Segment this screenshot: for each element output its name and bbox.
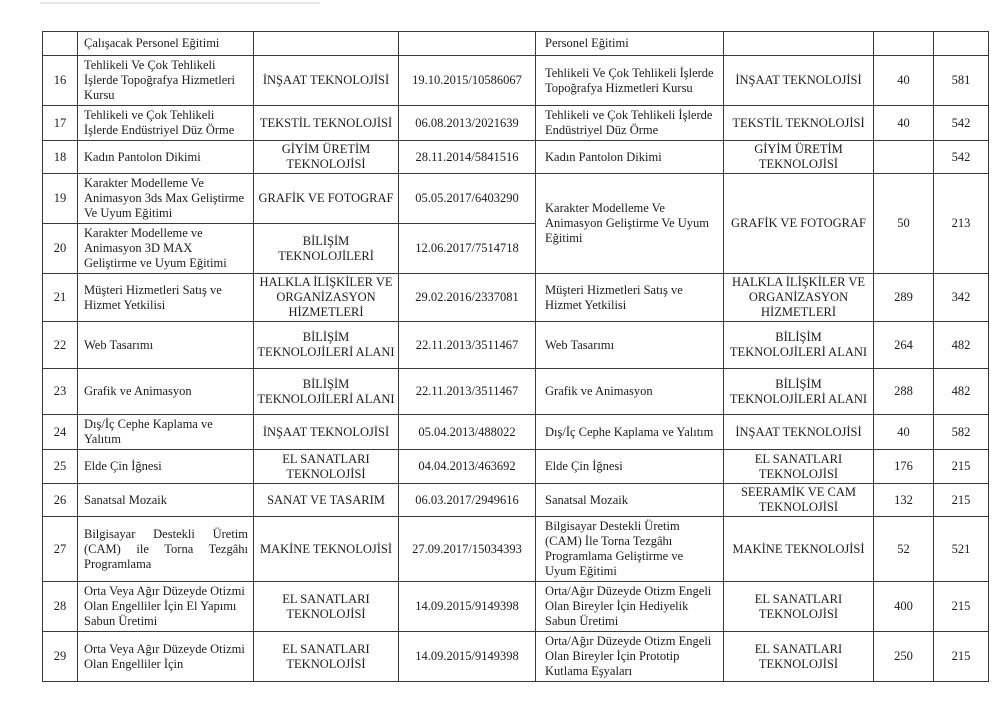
course-name-right-cell: Orta/Ağır Düzeyde Otizm Engeli Olan Bireyler İçin Prototip Kutlama Eşyaları: [536, 632, 724, 682]
row-number-cell: 20: [43, 224, 78, 274]
field-cell: BİLİŞİM TEKNOLOJİLERİ: [254, 224, 399, 274]
course-name-cell: Karakter Modelleme Ve Animasyon 3ds Max Geliştirme Ve Uyum Eğitimi: [78, 174, 254, 224]
row-number-cell: 19: [43, 174, 78, 224]
course-name-right-cell: Müşteri Hizmetleri Satış ve Hizmet Yetkilisi: [536, 274, 724, 322]
course-name-right-cell: Elde Çin İğnesi: [536, 450, 724, 484]
course-name-right-cell: Grafik ve Animasyon: [536, 369, 724, 415]
count-b-cell: 482: [934, 369, 989, 415]
row-number-cell: 23: [43, 369, 78, 415]
count-b-cell: 215: [934, 450, 989, 484]
count-a-cell: 132: [874, 484, 934, 517]
count-a-cell: [874, 141, 934, 174]
table-row: [43, 141, 989, 174]
field-right-cell: BİLİŞİM TEKNOLOJİLERİ ALANI: [724, 322, 874, 369]
count-a-cell: 288: [874, 369, 934, 415]
table-row: [43, 517, 989, 582]
field-right-cell: TEKSTİL TEKNOLOJİSİ: [724, 106, 874, 141]
count-a-cell: 289: [874, 274, 934, 322]
course-name-cell: Elde Çin İğnesi: [78, 450, 254, 484]
approval-ref-cell: 28.11.2014/5841516: [399, 141, 536, 174]
row-number-cell: 24: [43, 415, 78, 450]
row-number-cell: 28: [43, 582, 78, 632]
field-right-cell: EL SANATLARI TEKNOLOJİSİ: [724, 450, 874, 484]
field-cell: EL SANATLARI TEKNOLOJİSİ: [254, 582, 399, 632]
course-name-right-cell: Sanatsal Mozaik: [536, 484, 724, 517]
approval-ref-cell: 14.09.2015/9149398: [399, 582, 536, 632]
table-row: [43, 322, 989, 369]
count-b-cell: 215: [934, 582, 989, 632]
count-a-cell: 40: [874, 415, 934, 450]
row-number-cell: 25: [43, 450, 78, 484]
count-b-cell: 342: [934, 274, 989, 322]
field-right-cell: EL SANATLARI TEKNOLOJİSİ: [724, 582, 874, 632]
field-cell: İNŞAAT TEKNOLOJİSİ: [254, 415, 399, 450]
row-number-cell: [43, 32, 78, 56]
table-row: [43, 56, 989, 106]
count-b-cell: 213: [934, 174, 989, 274]
field-cell: GRAFİK VE FOTOGRAF: [254, 174, 399, 224]
row-number-cell: 16: [43, 56, 78, 106]
approval-ref-cell: 12.06.2017/7514718: [399, 224, 536, 274]
field-right-cell: [724, 32, 874, 56]
course-name-cell: Grafik ve Animasyon: [78, 369, 254, 415]
scan-artifact: [40, 2, 320, 4]
field-cell: İNŞAAT TEKNOLOJİSİ: [254, 56, 399, 106]
field-right-cell: İNŞAAT TEKNOLOJİSİ: [724, 415, 874, 450]
course-name-cell: Bilgisayar Destekli Üretim (CAM) ile Torna Tezgâhı Programlama: [78, 517, 254, 582]
row-number-cell: 18: [43, 141, 78, 174]
course-name-right-cell: Web Tasarımı: [536, 322, 724, 369]
approval-ref-cell: 22.11.2013/3511467: [399, 369, 536, 415]
field-cell: [254, 32, 399, 56]
approval-ref-cell: [399, 32, 536, 56]
approval-ref-cell: 06.03.2017/2949616: [399, 484, 536, 517]
approval-ref-cell: 06.08.2013/2021639: [399, 106, 536, 141]
field-cell: TEKSTİL TEKNOLOJİSİ: [254, 106, 399, 141]
field-right-cell: GRAFİK VE FOTOGRAF: [724, 174, 874, 274]
table-row: [43, 484, 989, 517]
course-name-right-cell: Personel Eğitimi: [536, 32, 724, 56]
field-right-cell: BİLİŞİM TEKNOLOJİLERİ ALANI: [724, 369, 874, 415]
table-row: [43, 32, 989, 56]
field-cell: HALKLA İLİŞKİLER VE ORGANİZASYON HİZMETLERİ: [254, 274, 399, 322]
row-number-cell: 17: [43, 106, 78, 141]
table-row: [43, 369, 989, 415]
field-cell: SANAT VE TASARIM: [254, 484, 399, 517]
approval-ref-cell: 05.04.2013/488022: [399, 415, 536, 450]
count-b-cell: 581: [934, 56, 989, 106]
approval-ref-cell: 14.09.2015/9149398: [399, 632, 536, 682]
course-name-right-cell: Dış/İç Cephe Kaplama ve Yalıtım: [536, 415, 724, 450]
course-name-right-cell: Tehlikeli Ve Çok Tehlikeli İşlerde Topoğrafya Hizmetleri Kursu: [536, 56, 724, 106]
table-row: [43, 450, 989, 484]
row-number-cell: 21: [43, 274, 78, 322]
approval-ref-cell: 05.05.2017/6403290: [399, 174, 536, 224]
count-b-cell: 482: [934, 322, 989, 369]
course-name-cell: Kadın Pantolon Dikimi: [78, 141, 254, 174]
table-body: [43, 32, 989, 682]
approval-ref-cell: 27.09.2017/15034393: [399, 517, 536, 582]
count-a-cell: 264: [874, 322, 934, 369]
field-cell: BİLİŞİM TEKNOLOJİLERİ ALANI: [254, 369, 399, 415]
approval-ref-cell: 29.02.2016/2337081: [399, 274, 536, 322]
count-a-cell: 50: [874, 174, 934, 274]
count-b-cell: 542: [934, 106, 989, 141]
course-name-cell: Web Tasarımı: [78, 322, 254, 369]
field-right-cell: SEERAMİK VE CAM TEKNOLOJİSİ: [724, 484, 874, 517]
course-name-right-cell: Kadın Pantolon Dikimi: [536, 141, 724, 174]
count-b-cell: [934, 32, 989, 56]
count-b-cell: 582: [934, 415, 989, 450]
row-number-cell: 27: [43, 517, 78, 582]
field-right-cell: MAKİNE TEKNOLOJİSİ: [724, 517, 874, 582]
approval-ref-cell: 04.04.2013/463692: [399, 450, 536, 484]
table-row: [43, 174, 989, 224]
count-a-cell: 176: [874, 450, 934, 484]
course-name-cell: Orta Veya Ağır Düzeyde Otizmi Olan Engelliler İçin El Yapımı Sabun Üretimi: [78, 582, 254, 632]
course-name-cell: Çalışacak Personel Eğitimi: [78, 32, 254, 56]
course-name-right-cell: Karakter Modelleme Ve Animasyon Geliştirme Ve Uyum Eğitimi: [536, 174, 724, 274]
field-right-cell: GİYİM ÜRETİM TEKNOLOJİSİ: [724, 141, 874, 174]
course-name-cell: Sanatsal Mozaik: [78, 484, 254, 517]
row-number-cell: 29: [43, 632, 78, 682]
field-cell: EL SANATLARI TEKNOLOJİSİ: [254, 450, 399, 484]
count-b-cell: 215: [934, 484, 989, 517]
course-name-cell: Müşteri Hizmetleri Satış ve Hizmet Yetkilisi: [78, 274, 254, 322]
field-right-cell: İNŞAAT TEKNOLOJİSİ: [724, 56, 874, 106]
field-cell: BİLİŞİM TEKNOLOJİLERİ ALANI: [254, 322, 399, 369]
row-number-cell: 26: [43, 484, 78, 517]
count-a-cell: [874, 32, 934, 56]
field-cell: MAKİNE TEKNOLOJİSİ: [254, 517, 399, 582]
course-name-cell: Tehlikeli ve Çok Tehlikeli İşlerde Endüstriyel Düz Örme: [78, 106, 254, 141]
course-name-cell: Karakter Modelleme ve Animasyon 3D MAX Geliştirme ve Uyum Eğitimi: [78, 224, 254, 274]
field-right-cell: HALKLA İLİŞKİLER VE ORGANİZASYON HİZMETLERİ: [724, 274, 874, 322]
course-name-right-cell: Bilgisayar Destekli Üretim (CAM) İle Torna Tezgâhı Programlama Geliştirme ve Uyum Eğitimi: [536, 517, 724, 582]
count-a-cell: 52: [874, 517, 934, 582]
courses-table: [42, 31, 989, 682]
table-row: [43, 632, 989, 682]
field-cell: EL SANATLARI TEKNOLOJİSİ: [254, 632, 399, 682]
table-row: [43, 274, 989, 322]
field-right-cell: EL SANATLARI TEKNOLOJİSİ: [724, 632, 874, 682]
count-a-cell: 400: [874, 582, 934, 632]
count-a-cell: 40: [874, 56, 934, 106]
course-name-cell: Orta Veya Ağır Düzeyde Otizmi Olan Engelliler İçin: [78, 632, 254, 682]
table-row: [43, 582, 989, 632]
table-row: [43, 106, 989, 141]
count-a-cell: 250: [874, 632, 934, 682]
course-name-right-cell: Tehlikeli ve Çok Tehlikeli İşlerde Endüstriyel Düz Örme: [536, 106, 724, 141]
count-a-cell: 40: [874, 106, 934, 141]
count-b-cell: 542: [934, 141, 989, 174]
count-b-cell: 215: [934, 632, 989, 682]
approval-ref-cell: 19.10.2015/10586067: [399, 56, 536, 106]
field-cell: GİYİM ÜRETİM TEKNOLOJİSİ: [254, 141, 399, 174]
course-name-right-cell: Orta/Ağır Düzeyde Otizm Engeli Olan Bireyler İçin Hediyelik Sabun Üretimi: [536, 582, 724, 632]
course-name-cell: Dış/İç Cephe Kaplama ve Yalıtım: [78, 415, 254, 450]
table-row: [43, 415, 989, 450]
row-number-cell: 22: [43, 322, 78, 369]
approval-ref-cell: 22.11.2013/3511467: [399, 322, 536, 369]
count-b-cell: 521: [934, 517, 989, 582]
course-name-cell: Tehlikeli Ve Çok Tehlikeli İşlerde Topoğrafya Hizmetleri Kursu: [78, 56, 254, 106]
